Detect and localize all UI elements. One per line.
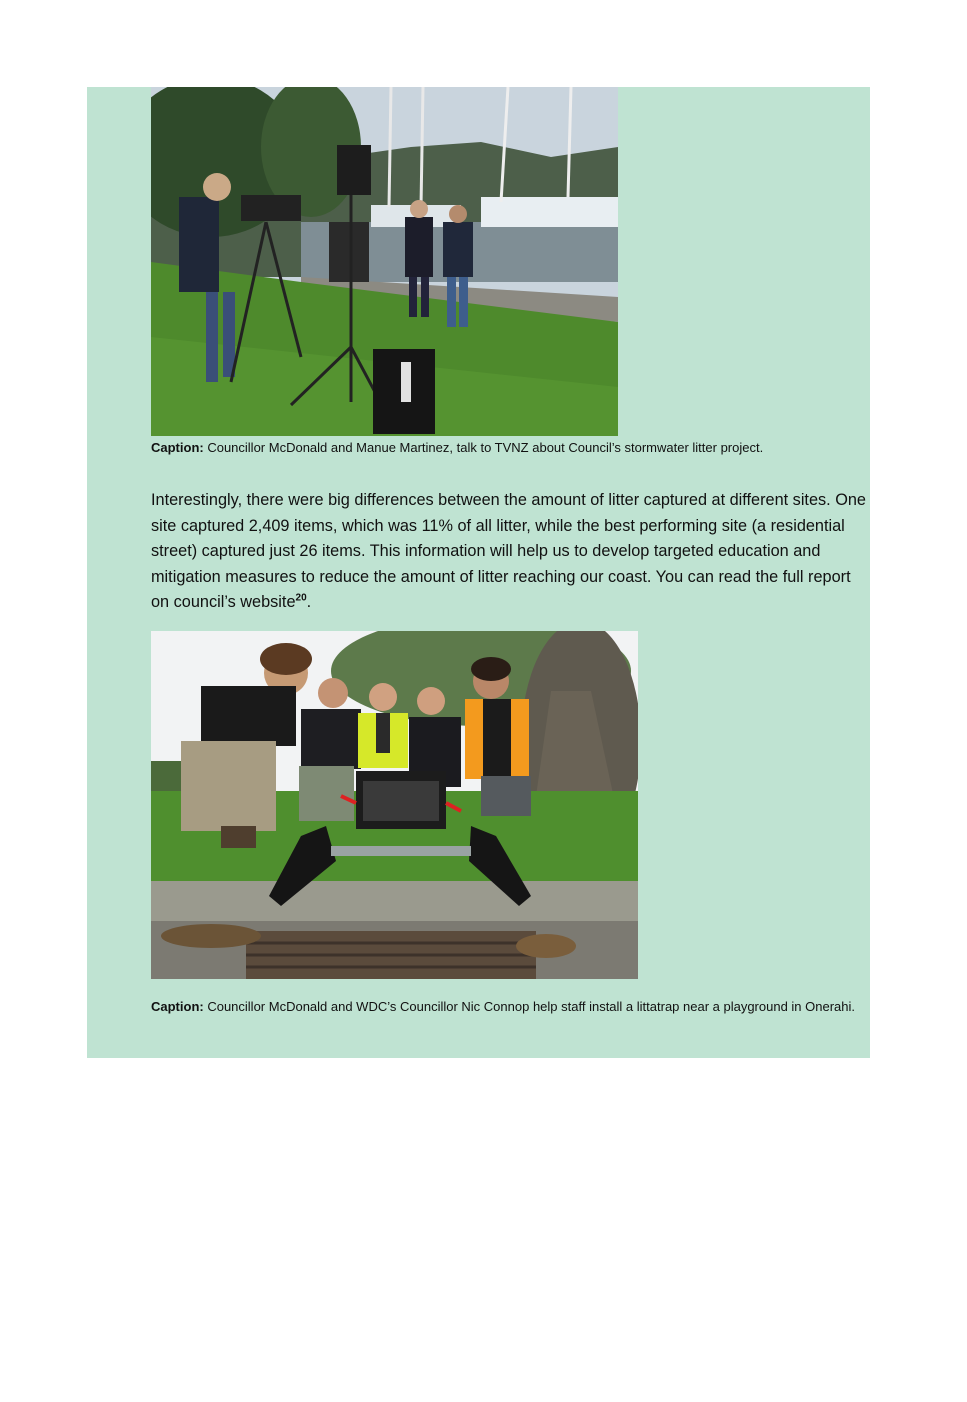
green-content-panel	[87, 87, 870, 1058]
tvnz-interview-photo	[151, 87, 618, 436]
caption-text: Councillor McDonald and Manue Martinez, talk to TVNZ about Council’s stormwater litter project.	[203, 440, 764, 455]
paragraph-end: .	[306, 593, 312, 611]
paragraph-text: Interestingly, there were big differences between the amount of litter captured at different sites. One site captured 2,409 items, which was 11% of all litter, while the best performing site (a residential street) captured just 26 items. This information will help us to develop targeted education and mitigation measures to reduce the amount of litter reaching our coast. You can read the full report on council’s website	[151, 491, 866, 611]
caption-label: Caption:	[151, 440, 204, 455]
photo-2-caption	[151, 997, 866, 1016]
photo-1-caption	[151, 438, 811, 457]
littatrap-install-photo	[151, 631, 638, 979]
body-paragraph	[151, 488, 873, 616]
footnote-reference[interactable]: 20	[295, 592, 307, 604]
caption-text: Councillor McDonald and WDC’s Councillor Nic Connop help staff install a littatrap near a playground in Onerahi.	[203, 999, 856, 1014]
caption-label: Caption:	[151, 999, 204, 1014]
